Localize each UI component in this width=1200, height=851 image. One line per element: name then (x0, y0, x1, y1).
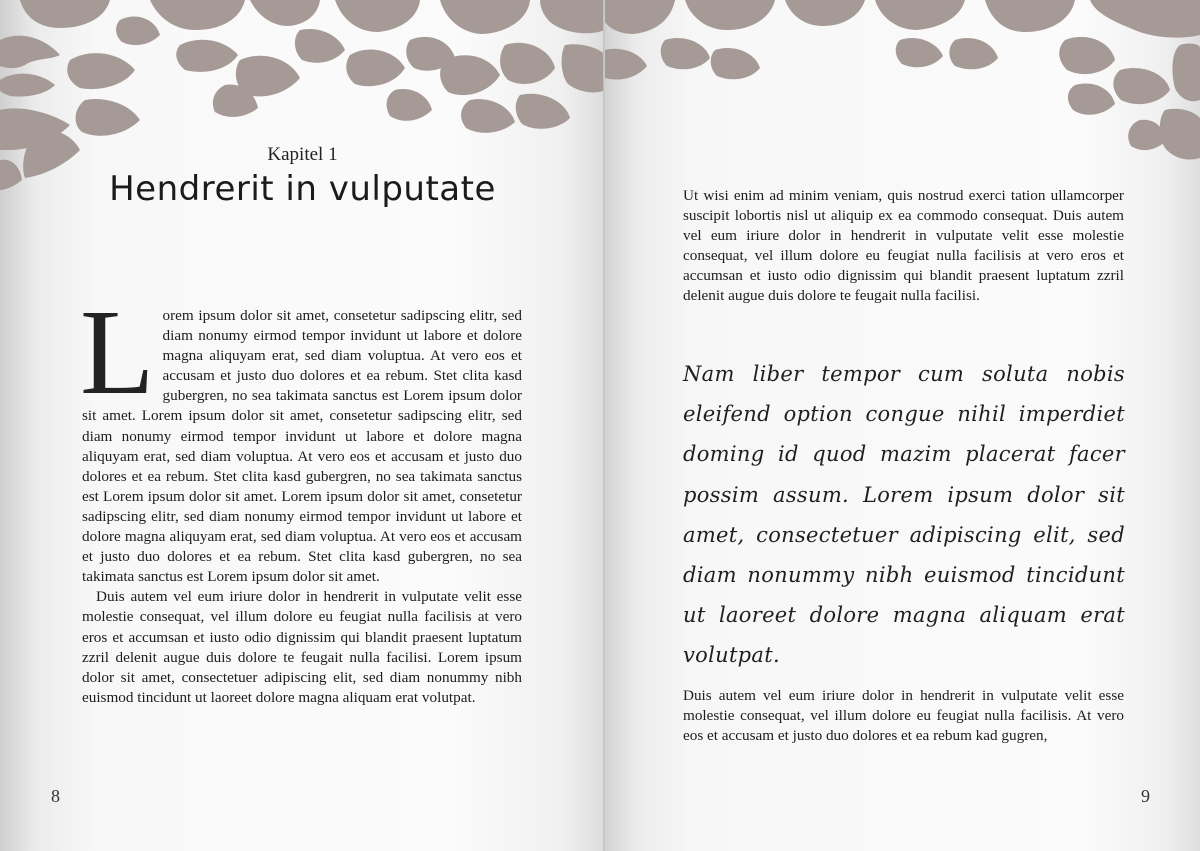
drop-cap: L (80, 285, 155, 420)
chapter-label: Kapitel 1 (267, 144, 338, 165)
right-paragraph-bottom: Duis autem vel eum iriure dolor in hendrerit in vulputate velit esse molestie consequat, vel illum dolore eu feugiat nulla facilisis. At vero eos et accusam et justo duo dolores et ea rebum kad gugren, (683, 687, 1124, 745)
page-number-right: 9 (1141, 786, 1150, 806)
script-quote: Nam liber tempor cum soluta nobis eleifend option congue nihil imperdiet doming id quod mazim placerat facer possim assum. Lorem ipsum dolor sit amet, consectetuer adipiscing elit, sed diam nonummy nibh euismod tincidunt ut laoreet dolore magna aliquam erat volutpat. (683, 362, 1125, 668)
chapter-title: Hendrerit in vulputate (109, 169, 496, 209)
page-number-left: 8 (51, 786, 60, 806)
rose-pattern-icon (605, 0, 1200, 170)
right-page (605, 0, 1200, 851)
paragraph-2: Duis autem vel eum iriure dolor in hendrerit in vulputate velit esse molestie consequat, vel illum dolore eu feugiat nulla facilisis at vero eros et accumsan et iusto odio dignissim qui blandit praesent luptatum zzril delenit augue duis dolore te feugait nulla facilisi. Lorem ipsum dolor sit amet, consectetuer adipiscing elit, sed diam nonummy nibh euismod tincidunt ut laoreet dolore magna aliquam erat volutpat. (82, 588, 522, 706)
right-paragraph-top: Ut wisi enim ad minim veniam, quis nostrud exerci tation ullamcorper suscipit lobortis nisl ut aliquip ex ea commodo consequat. Duis autem vel eum iriure dolor in hendrerit in vulputate velit esse molestie consequat, vel illum dolore eu feugiat nulla facilisis at vero eros et accumsan et iusto odio dignissim qui blandit praesent luptatum zzril delenit augue duis dolore te feugait nulla facilisi. (683, 187, 1124, 305)
paragraph-1-text: orem ipsum dolor sit amet, consetetur sadipscing elitr, sed diam nonumy eirmod tempor invidunt ut labore et dolore magna aliquyam erat, sed diam voluptua. At vero eos et accusam et justo duo dolores et ea rebum. Stet clita kasd gubergren, no sea takimata sanctus est Lorem ipsum dolor sit amet. Lorem ipsum dolor sit amet, consetetur sadipscing elitr, sed diam nonumy eirmod tempor invidunt ut labore et dolore magna aliquyam erat, sed diam voluptua. At vero eos et accusam et justo duo dolores et ea rebum. Stet clita kasd gubergren, no sea takimata sanctus est Lorem ipsum dolor sit amet. Lorem ipsum dolor sit amet, consetetur sadipscing elitr, sed diam nonumy eirmod tempor invidunt ut labore et dolore magna aliquyam erat, sed diam voluptua. At vero eos et accusam et justo duo dolores et ea rebum. Stet clita kasd gubergren, no sea takimata sanctus est Lorem ipsum dolor sit amet. (82, 307, 522, 586)
left-body-text (80, 285, 522, 708)
paragraph-1 (80, 285, 522, 587)
